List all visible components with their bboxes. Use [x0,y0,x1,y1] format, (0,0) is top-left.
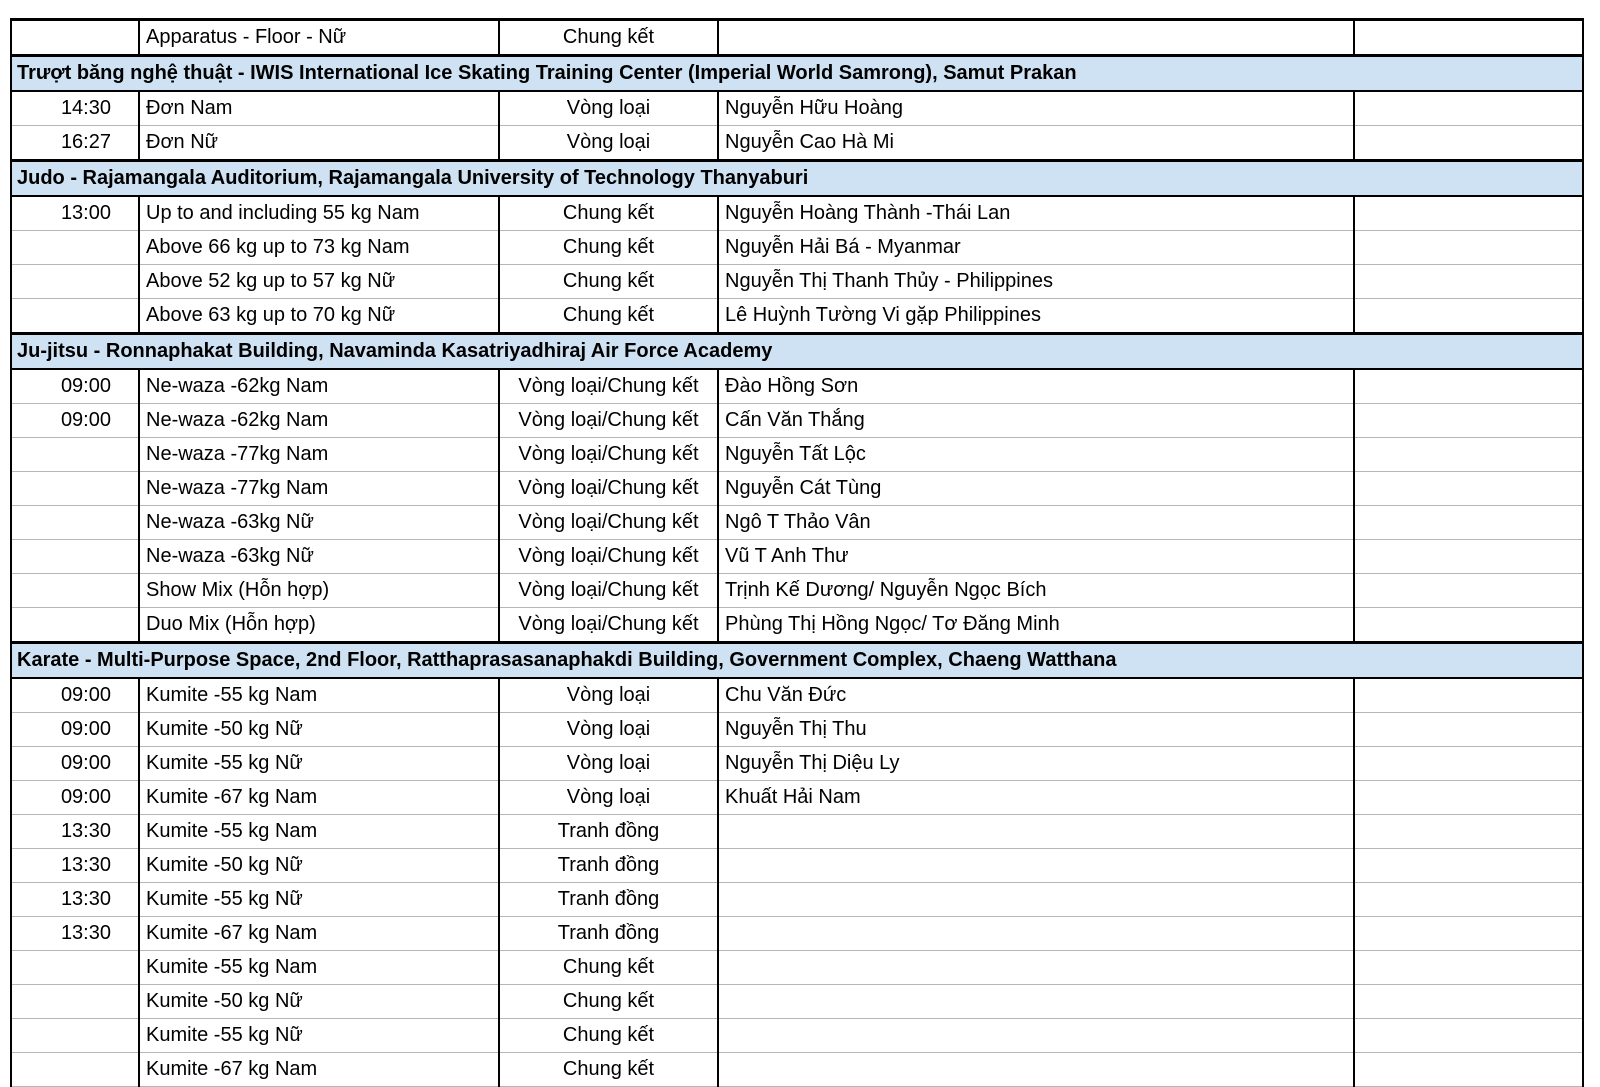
table-row [11,91,1583,126]
notes-cell [1354,815,1583,849]
event-cell: Kumite -50 kg Nữ [139,713,499,747]
notes-cell [1354,883,1583,917]
event-cell: Kumite -50 kg Nữ [139,849,499,883]
time-cell: 09:00 [11,713,139,747]
athlete-cell [718,1019,1354,1053]
notes-cell [1354,472,1583,506]
event-cell: Ne-waza -62kg Nam [139,369,499,404]
athlete-cell: Nguyễn Cao Hà Mi [718,126,1354,161]
event-cell: Ne-waza -63kg Nữ [139,540,499,574]
round-cell: Chung kết [499,985,718,1019]
round-cell: Vòng loại [499,678,718,713]
round-cell: Vòng loại [499,747,718,781]
time-cell [11,1053,139,1087]
time-cell: 13:30 [11,815,139,849]
athlete-cell: Cấn Văn Thắng [718,404,1354,438]
round-cell: Vòng loại/Chung kết [499,472,718,506]
table-row [11,608,1583,643]
athlete-cell [718,849,1354,883]
table-row [11,299,1583,334]
notes-cell [1354,404,1583,438]
notes-cell [1354,781,1583,815]
time-cell: 16:27 [11,126,139,161]
athlete-cell [718,883,1354,917]
table-row [11,849,1583,883]
athlete-cell [718,20,1354,56]
notes-cell [1354,1053,1583,1087]
notes-cell [1354,540,1583,574]
athlete-cell: Ngô T Thảo Vân [718,506,1354,540]
table-row [11,369,1583,404]
notes-cell [1354,985,1583,1019]
time-cell: 14:30 [11,91,139,126]
event-cell: Ne-waza -62kg Nam [139,404,499,438]
section-header-label: Judo - Rajamangala Auditorium, Rajamangala University of Technology Thanyaburi [11,161,1583,197]
athlete-cell [718,951,1354,985]
table-row [11,678,1583,713]
athlete-cell: Nguyễn Thị Diệu Ly [718,747,1354,781]
table-row [11,883,1583,917]
event-cell: Kumite -55 kg Nam [139,951,499,985]
event-cell: Ne-waza -77kg Nam [139,438,499,472]
table-row [11,917,1583,951]
event-cell: Ne-waza -77kg Nam [139,472,499,506]
time-cell: 09:00 [11,678,139,713]
section-header-row [11,334,1583,370]
schedule-table-body [11,20,1583,1087]
notes-cell [1354,713,1583,747]
schedule-sheet [10,18,1584,1087]
time-cell: 09:00 [11,781,139,815]
athlete-cell: Nguyễn Tất Lộc [718,438,1354,472]
time-cell [11,1019,139,1053]
round-cell: Vòng loại/Chung kết [499,369,718,404]
notes-cell [1354,574,1583,608]
table-row [11,506,1583,540]
round-cell: Tranh đồng [499,883,718,917]
event-cell: Kumite -50 kg Nữ [139,985,499,1019]
athlete-cell: Vũ T Anh Thư [718,540,1354,574]
section-header-row [11,643,1583,679]
round-cell: Vòng loại [499,126,718,161]
athlete-cell [718,917,1354,951]
table-row [11,1019,1583,1053]
round-cell: Tranh đồng [499,917,718,951]
athlete-cell: Nguyễn Thị Thu [718,713,1354,747]
round-cell: Vòng loại [499,91,718,126]
notes-cell [1354,1019,1583,1053]
table-row [11,781,1583,815]
round-cell: Vòng loại/Chung kết [499,574,718,608]
round-cell: Chung kết [499,1053,718,1087]
round-cell: Tranh đồng [499,849,718,883]
round-cell: Chung kết [499,1019,718,1053]
notes-cell [1354,265,1583,299]
round-cell: Vòng loại/Chung kết [499,404,718,438]
table-row [11,265,1583,299]
round-cell: Chung kết [499,20,718,56]
time-cell [11,438,139,472]
table-row [11,126,1583,161]
table-row [11,404,1583,438]
time-cell [11,540,139,574]
event-cell: Đơn Nam [139,91,499,126]
time-cell: 09:00 [11,747,139,781]
athlete-cell [718,1053,1354,1087]
table-row [11,713,1583,747]
athlete-cell: Phùng Thị Hồng Ngọc/ Tơ Đăng Minh [718,608,1354,643]
round-cell: Chung kết [499,196,718,231]
event-cell: Ne-waza -63kg Nữ [139,506,499,540]
section-header-label: Karate - Multi-Purpose Space, 2nd Floor, Ratthaprasasanaphakdi Building, Government Complex, Chaeng Watthana [11,643,1583,679]
round-cell: Tranh đồng [499,815,718,849]
notes-cell [1354,678,1583,713]
athlete-cell [718,985,1354,1019]
athlete-cell: Trịnh Kế Dương/ Nguyễn Ngọc Bích [718,574,1354,608]
time-cell: 13:30 [11,917,139,951]
time-cell [11,985,139,1019]
time-cell [11,299,139,334]
round-cell: Vòng loại [499,713,718,747]
table-row [11,540,1583,574]
event-cell: Kumite -55 kg Nữ [139,1019,499,1053]
time-cell: 13:30 [11,883,139,917]
event-cell: Kumite -67 kg Nam [139,781,499,815]
athlete-cell [718,815,1354,849]
table-row [11,815,1583,849]
round-cell: Vòng loại/Chung kết [499,438,718,472]
notes-cell [1354,608,1583,643]
time-cell: 09:00 [11,404,139,438]
time-cell [11,265,139,299]
event-cell: Kumite -67 kg Nam [139,1053,499,1087]
table-row [11,472,1583,506]
event-cell: Kumite -55 kg Nữ [139,883,499,917]
section-header-label: Ju-jitsu - Ronnaphakat Building, Navaminda Kasatriyadhiraj Air Force Academy [11,334,1583,370]
notes-cell [1354,506,1583,540]
section-header-row [11,161,1583,197]
notes-cell [1354,438,1583,472]
event-cell: Up to and including 55 kg Nam [139,196,499,231]
table-row [11,196,1583,231]
round-cell: Vòng loại/Chung kết [499,506,718,540]
notes-cell [1354,126,1583,161]
table-row [11,747,1583,781]
athlete-cell: Chu Văn Đức [718,678,1354,713]
athlete-cell: Khuất Hải Nam [718,781,1354,815]
round-cell: Vòng loại/Chung kết [499,608,718,643]
notes-cell [1354,231,1583,265]
notes-cell [1354,951,1583,985]
notes-cell [1354,369,1583,404]
event-cell: Apparatus - Floor - Nữ [139,20,499,56]
table-row [11,20,1583,56]
time-cell [11,506,139,540]
notes-cell [1354,299,1583,334]
time-cell: 13:30 [11,849,139,883]
time-cell: 09:00 [11,369,139,404]
notes-cell [1354,917,1583,951]
event-cell: Above 52 kg up to 57 kg Nữ [139,265,499,299]
athlete-cell: Đào Hồng Sơn [718,369,1354,404]
notes-cell [1354,91,1583,126]
table-row [11,231,1583,265]
notes-cell [1354,20,1583,56]
athlete-cell: Nguyễn Cát Tùng [718,472,1354,506]
notes-cell [1354,849,1583,883]
table-row [11,574,1583,608]
time-cell [11,951,139,985]
event-cell: Kumite -55 kg Nữ [139,747,499,781]
round-cell: Vòng loại/Chung kết [499,540,718,574]
table-row [11,438,1583,472]
notes-cell [1354,747,1583,781]
time-cell: 13:00 [11,196,139,231]
time-cell [11,608,139,643]
table-row [11,951,1583,985]
round-cell: Vòng loại [499,781,718,815]
round-cell: Chung kết [499,231,718,265]
athlete-cell: Nguyễn Hải Bá - Myanmar [718,231,1354,265]
athlete-cell: Lê Huỳnh Tường Vi gặp Philippines [718,299,1354,334]
round-cell: Chung kết [499,265,718,299]
round-cell: Chung kết [499,951,718,985]
athlete-cell: Nguyễn Hữu Hoàng [718,91,1354,126]
round-cell: Chung kết [499,299,718,334]
event-cell: Above 63 kg up to 70 kg Nữ [139,299,499,334]
time-cell [11,231,139,265]
schedule-table [10,18,1584,1087]
event-cell: Kumite -55 kg Nam [139,678,499,713]
event-cell: Duo Mix (Hỗn hợp) [139,608,499,643]
table-row [11,985,1583,1019]
event-cell: Kumite -67 kg Nam [139,917,499,951]
event-cell: Kumite -55 kg Nam [139,815,499,849]
event-cell: Above 66 kg up to 73 kg Nam [139,231,499,265]
athlete-cell: Nguyễn Hoàng Thành -Thái Lan [718,196,1354,231]
section-header-row [11,56,1583,92]
event-cell: Show Mix (Hỗn hợp) [139,574,499,608]
time-cell [11,574,139,608]
athlete-cell: Nguyễn Thị Thanh Thủy - Philippines [718,265,1354,299]
time-cell [11,472,139,506]
time-cell [11,20,139,56]
table-row [11,1053,1583,1087]
section-header-label: Trượt băng nghệ thuật - IWIS International Ice Skating Training Center (Imperial World Samrong), Samut Prakan [11,56,1583,92]
notes-cell [1354,196,1583,231]
event-cell: Đơn Nữ [139,126,499,161]
